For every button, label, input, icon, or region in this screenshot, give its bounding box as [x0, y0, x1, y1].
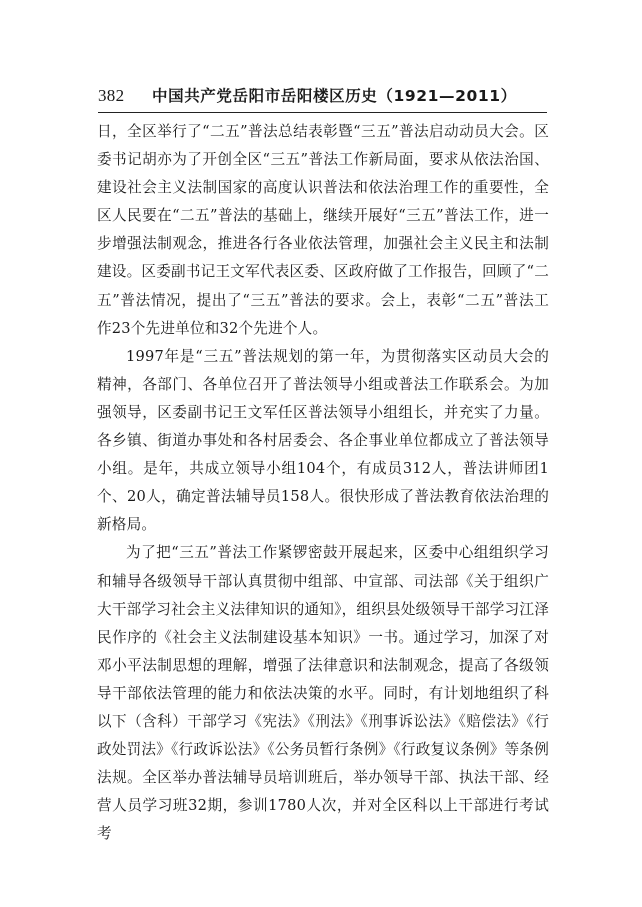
page-number: 382 — [98, 86, 125, 105]
paragraph-2: 1997年是“三五”普法规划的第一年，为贯彻落实区动员大会的精神，各部门、各单位召开了普法领导小组或普法工作联系会。为加强领导，区委副书记王文军任区普法领导小组组长，并充实了力量。各乡镇、街道办事处和各村居委会、各企事业单位都成立了普法领导小组。是年，共成立领导小组104个，有成员312人，普法讲师团1个、20人，确定普法辅导员158人。很快形成了普法教育依法治理的新格局。 — [97, 347, 549, 534]
page-header — [98, 78, 547, 113]
running-title: 中国共产党岳阳市岳阳楼区历史（1921—2011） — [152, 87, 517, 105]
paragraph-3: 为了把“三五”普法工作紧锣密鼓开展起来，区委中心组组织学习和辅导各级领导干部认真贯彻中组部、中宣部、司法部《关于组织广大干部学习社会主义法律知识的通知》，组织县处级领导干部学习江泽民作序的《社会主义法制建设基本知识》一书。通过学习，加深了对邓小平法制思想的理解，增强了法律意识和法制观念，提高了各级领导干部依法管理的能力和依法决策的水平。同时，有计划地组织了科以下（含科）干部学习《宪法》《刑法》《刑事诉讼法》《赔偿法》《行政处罚法》《行政诉讼法》《公务员暂行条例》《行政复议条例》等条例法规。全区举办普法辅导员培训班后，举办领导干部、执法干部、经营人员学习班32期，参训1780人次，并对全区科以上干部进行考试考 — [97, 544, 549, 843]
paragraph-1: 日，全区举行了“二五”普法总结表彰暨“三五”普法启动动员大会。区委书记胡亦为了开创全区“三五”普法工作新局面，要求从依法治国、建设社会主义法制国家的高度认识普法和依法治理工作的重要性，全区人民要在“二五”普法的基础上，继续开展好“三五”普法工作，进一步增强法制观念，推进各行各业依法管理，加强社会主义民主和法制建设。区委副书记王文军代表区委、区政府做了工作报告，回顾了“二五”普法情况，提出了“三五”普法的要求。会上，表彰“二五”普法工作23个先进单位和32个先进个人。 — [97, 123, 549, 337]
body-text — [97, 118, 549, 848]
